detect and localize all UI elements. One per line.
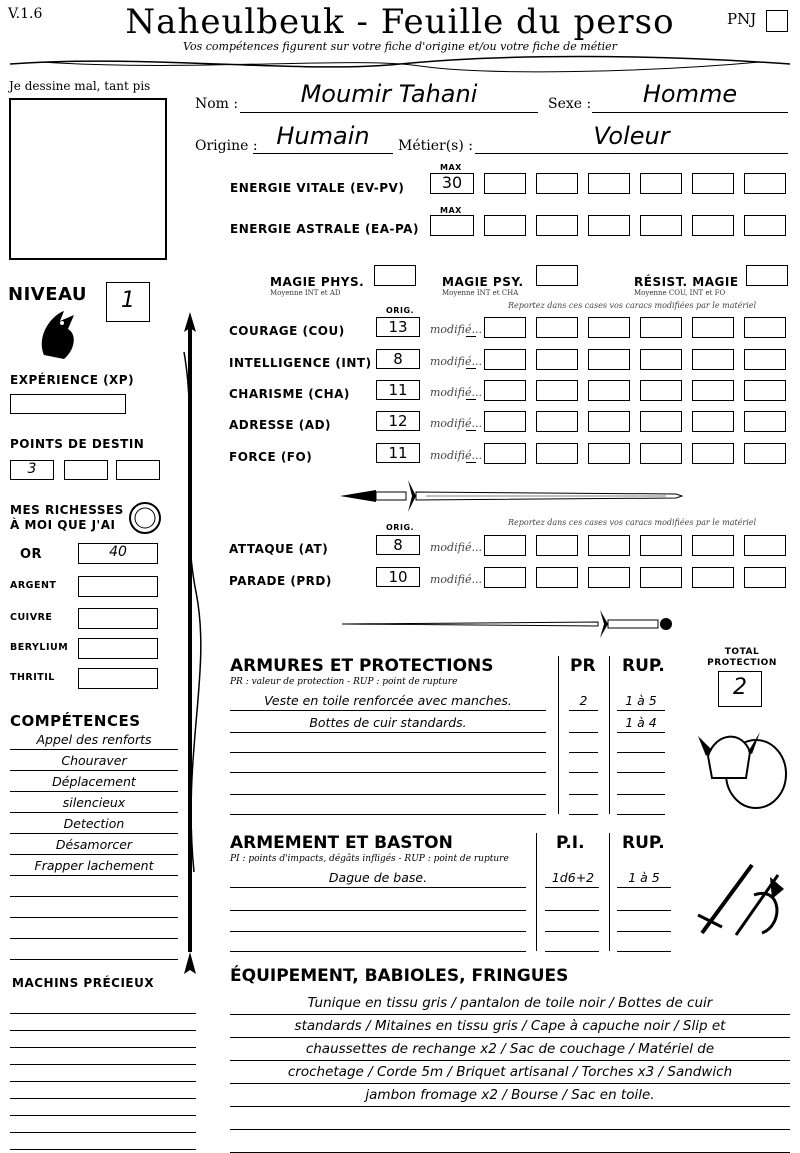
metier-label: Métier(s) : — [398, 138, 473, 154]
equipment-line[interactable] — [230, 1083, 790, 1084]
stat-mod-box[interactable] — [536, 317, 578, 338]
armor-name-line[interactable] — [230, 732, 546, 733]
stat-mod-box[interactable] — [640, 411, 682, 432]
pnj-checkbox[interactable] — [766, 10, 788, 32]
portrait-caption: Je dessine mal, tant pis — [9, 79, 151, 93]
combat-note: Reportez dans ces cases vos caracs modifiées par le matériel — [508, 518, 757, 527]
total-protection-label-2: PROTECTION — [707, 658, 777, 668]
ea-max-label: MAX — [440, 206, 462, 215]
ea-box[interactable] — [692, 215, 734, 236]
stat-orig-value: 8 — [393, 350, 403, 368]
sheet-title: Naheulbeuk - Feuille du perso — [125, 2, 675, 42]
armor-pr-line[interactable] — [569, 732, 598, 733]
competence-line — [10, 749, 178, 750]
armor-rup-line[interactable] — [617, 772, 665, 773]
stat-mod-box[interactable] — [744, 411, 786, 432]
stat-mod-box[interactable] — [588, 443, 630, 464]
machins-line[interactable] — [10, 1047, 196, 1048]
competence-line — [10, 938, 178, 939]
machins-line[interactable] — [10, 1081, 196, 1082]
competence-line — [10, 959, 178, 960]
machins-line[interactable] — [10, 1098, 196, 1099]
stat-mod-box[interactable] — [640, 317, 682, 338]
competence-item[interactable]: Frapper lachement — [34, 858, 154, 873]
weapon-pi: 1d6+2 — [551, 870, 595, 885]
weapon-rup-line[interactable] — [617, 951, 671, 952]
stat-orig-value: 12 — [388, 412, 408, 430]
armor-pr: 2 — [579, 693, 588, 708]
combat-mod-box[interactable] — [484, 567, 526, 588]
competence-line — [10, 833, 178, 834]
ev-box[interactable] — [692, 173, 734, 194]
ea-box[interactable] — [744, 215, 786, 236]
weapon-name: Dague de base. — [328, 870, 428, 885]
stat-modifie-line — [466, 368, 476, 369]
combat-mod-box[interactable] — [692, 567, 734, 588]
stat-orig-value: 11 — [388, 444, 408, 462]
magie-psy-note: Moyenne INT et CHA — [442, 289, 519, 297]
magie-phys-box[interactable] — [374, 265, 416, 286]
armor-name-line[interactable] — [230, 752, 546, 753]
stat-label: COURAGE (COU) — [229, 324, 345, 338]
sheet-subtitle: Vos compétences figurent sur votre fiche d'origine et/ou votre fiche de métier — [183, 40, 617, 53]
xp-box[interactable] — [10, 394, 126, 414]
armor-pr-line[interactable] — [569, 772, 598, 773]
combat-label: PARADE (PRD) — [229, 574, 332, 588]
armor-pr-line[interactable] — [569, 814, 598, 815]
stat-modifie-label: modifié... — [430, 386, 482, 399]
money-label: OR — [20, 547, 43, 562]
ev-box[interactable] — [744, 173, 786, 194]
money-label: CUIVRE — [10, 612, 53, 623]
competence-item[interactable]: Chouraver — [61, 753, 127, 768]
resist-magie-label: RÉSIST. MAGIE — [634, 275, 739, 289]
combat-modifie-label: modifié... — [430, 573, 482, 586]
weapon-name-line[interactable] — [230, 951, 526, 952]
ev-box[interactable] — [536, 173, 578, 194]
magie-phys-note: Moyenne INT et AD — [270, 289, 341, 297]
competence-item[interactable]: Désamorcer — [55, 837, 133, 852]
ev-box[interactable] — [640, 173, 682, 194]
sword-icon — [338, 606, 688, 642]
machins-line[interactable] — [10, 1030, 196, 1031]
stat-modifie-label: modifié... — [430, 323, 482, 336]
weapon-rup-line[interactable] — [617, 931, 671, 932]
competence-line — [10, 875, 178, 876]
stat-label: FORCE (FO) — [229, 450, 313, 464]
equipment-item: jambon fromage x2 / Bourse / Sac en toile. — [365, 1087, 655, 1103]
stat-mod-box[interactable] — [484, 349, 526, 370]
equipment-item: Tunique en tissu gris / pantalon de toile noir / Bottes de cuir — [307, 995, 713, 1011]
stat-mod-box[interactable] — [692, 349, 734, 370]
weapon-rup: 1 à 5 — [628, 870, 660, 885]
armor-pr-header: PR — [570, 656, 596, 676]
combat-mod-box[interactable] — [588, 567, 630, 588]
armor-name-line[interactable] — [230, 710, 546, 711]
stat-modifie-line — [466, 462, 476, 463]
total-protection-value: 2 — [733, 675, 747, 700]
armor-name-line[interactable] — [230, 794, 546, 795]
stat-label: CHARISME (CHA) — [229, 387, 350, 401]
xp-label: EXPÉRIENCE (XP) — [10, 373, 135, 387]
competence-line — [10, 854, 178, 855]
machins-label: MACHINS PRÉCIEUX — [12, 976, 155, 990]
money-box[interactable] — [78, 638, 158, 659]
resist-magie-box[interactable] — [746, 265, 788, 286]
stat-modifie-line — [466, 336, 476, 337]
armor-rup-line[interactable] — [617, 732, 665, 733]
stat-mod-box[interactable] — [536, 411, 578, 432]
money-box[interactable] — [78, 608, 158, 629]
weapons-note: PI : points d'impacts, dégâts infligés - RUP : point de rupture — [230, 854, 509, 864]
stat-mod-box[interactable] — [692, 380, 734, 401]
equipment-item: standards / Mitaines en tissu gris / Cape à capuche noir / Slip et — [294, 1018, 726, 1034]
ev-max-label: MAX — [440, 163, 462, 172]
richesses-label: MES RICHESSES — [10, 503, 124, 517]
destin-value: 3 — [27, 461, 37, 477]
combat-orig-value: 10 — [388, 568, 408, 586]
weapon-name-line[interactable] — [230, 931, 526, 932]
resist-magie-note: Moyenne COU, INT et FO — [634, 289, 726, 297]
niveau-value: 1 — [121, 288, 135, 313]
staff-icon — [178, 312, 202, 974]
ea-box[interactable] — [588, 215, 630, 236]
competence-line — [10, 896, 178, 897]
competence-item[interactable]: silencieux — [62, 795, 126, 810]
weapon-pi-line[interactable] — [545, 931, 599, 932]
stat-label: INTELLIGENCE (INT) — [229, 356, 372, 370]
combat-mod-box[interactable] — [536, 535, 578, 556]
stats-note: Reportez dans ces cases vos caracs modifiées par le matériel — [508, 301, 757, 310]
stat-mod-box[interactable] — [640, 349, 682, 370]
weapons-pi-header: P.I. — [556, 833, 585, 853]
stat-modifie-line — [466, 430, 476, 431]
weapons-title: ARMEMENT ET BASTON — [230, 833, 453, 853]
armor-title: ARMURES ET PROTECTIONS — [230, 656, 494, 676]
competence-line — [10, 917, 178, 918]
stat-mod-box[interactable] — [692, 411, 734, 432]
armor-rup: 1 à 4 — [625, 715, 657, 730]
stat-modifie-label: modifié... — [430, 355, 482, 368]
richesses-label-2: À MOI QUE J'AI — [10, 518, 116, 532]
combat-mod-box[interactable] — [744, 535, 786, 556]
stat-mod-box[interactable] — [744, 380, 786, 401]
armor-pr-line[interactable] — [569, 752, 598, 753]
competence-line — [10, 812, 178, 813]
ev-box[interactable] — [588, 173, 630, 194]
ornament-vine-icon — [0, 52, 800, 76]
coin-icon — [127, 500, 163, 536]
combat-orig-label: ORIG. — [386, 523, 415, 532]
weapon-pi-line[interactable] — [545, 910, 599, 911]
competence-item[interactable]: Detection — [63, 816, 125, 831]
stat-mod-box[interactable] — [640, 443, 682, 464]
machins-line[interactable] — [10, 1132, 196, 1133]
machins-line[interactable] — [10, 1064, 196, 1065]
weapon-name-line[interactable] — [230, 887, 526, 888]
ea-max-box[interactable] — [430, 215, 474, 236]
stat-label: ADRESSE (AD) — [229, 418, 332, 432]
stat-modifie-line — [466, 399, 476, 400]
equipment-title: ÉQUIPEMENT, BABIOLES, FRINGUES — [230, 966, 569, 986]
total-protection-label: TOTAL — [724, 647, 760, 657]
stat-mod-box[interactable] — [588, 317, 630, 338]
combat-mod-box[interactable] — [640, 535, 682, 556]
origine-field[interactable]: Humain — [276, 122, 370, 150]
armor-note: PR : valeur de protection - RUP : point de rupture — [230, 677, 458, 687]
portrait-box[interactable] — [9, 98, 167, 260]
armor-rup: 1 à 5 — [625, 693, 657, 708]
equipment-item: crochetage / Corde 5m / Briquet artisanal / Torches x3 / Sandwich — [287, 1064, 733, 1080]
magie-phys-label: MAGIE PHYS. — [270, 275, 365, 289]
pnj-label: PNJ — [727, 10, 757, 28]
equipment-item: chaussettes de rechange x2 / Sac de couchage / Matériel de — [305, 1041, 715, 1057]
competences-label: COMPÉTENCES — [10, 712, 141, 730]
machins-line[interactable] — [10, 1149, 196, 1150]
version-label: V.1.6 — [8, 6, 43, 22]
ev-box[interactable] — [484, 173, 526, 194]
nom-label: Nom : — [195, 96, 239, 112]
magie-psy-box[interactable] — [536, 265, 578, 286]
armor-rup-line[interactable] — [617, 794, 665, 795]
money-box[interactable] — [78, 576, 158, 597]
ea-box[interactable] — [536, 215, 578, 236]
stat-modifie-label: modifié... — [430, 417, 482, 430]
stat-mod-box[interactable] — [536, 380, 578, 401]
sword-icon — [336, 478, 686, 514]
competence-item[interactable]: Déplacement — [52, 774, 136, 789]
machins-line[interactable] — [10, 1013, 196, 1014]
combat-mod-box[interactable] — [588, 535, 630, 556]
ev-label: ENERGIE VITALE (EV-PV) — [230, 181, 405, 195]
weapon-name-line[interactable] — [230, 910, 526, 911]
stat-mod-box[interactable] — [692, 317, 734, 338]
equipment-line[interactable] — [230, 1129, 790, 1130]
ea-box[interactable] — [484, 215, 526, 236]
stat-orig-value: 11 — [388, 381, 408, 399]
stat-mod-box[interactable] — [744, 349, 786, 370]
metier-field[interactable]: Voleur — [593, 122, 670, 150]
armor-name-line[interactable] — [230, 814, 546, 815]
combat-mod-box[interactable] — [692, 535, 734, 556]
money-box[interactable] — [78, 668, 158, 689]
ev-max-value: 30 — [441, 173, 463, 192]
equipment-line[interactable] — [230, 1037, 790, 1038]
combat-mod-box[interactable] — [744, 567, 786, 588]
armor-name: Bottes de cuir standards. — [309, 715, 467, 730]
money-label: THRITIL — [10, 672, 55, 683]
stat-mod-box[interactable] — [692, 443, 734, 464]
stat-mod-box[interactable] — [536, 443, 578, 464]
stat-mod-box[interactable] — [744, 317, 786, 338]
stat-mod-box[interactable] — [484, 411, 526, 432]
armor-name: Veste en toile renforcée avec manches. — [264, 693, 512, 708]
ea-label: ENERGIE ASTRALE (EA-PA) — [230, 222, 419, 236]
stat-orig-value: 13 — [388, 318, 408, 336]
origine-label: Origine : — [195, 138, 258, 154]
weapon-rup-line[interactable] — [617, 887, 671, 888]
combat-mod-box[interactable] — [484, 535, 526, 556]
combat-mod-box[interactable] — [640, 567, 682, 588]
competence-line — [10, 791, 178, 792]
money-label: ARGENT — [10, 580, 57, 591]
weapon-rup-line[interactable] — [617, 910, 671, 911]
helmet-shield-icon — [696, 722, 790, 812]
dragon-icon — [34, 305, 80, 363]
competence-line — [10, 770, 178, 771]
magie-psy-label: MAGIE PSY. — [442, 275, 524, 289]
armor-rup-header: RUP. — [622, 656, 665, 676]
stat-mod-box[interactable] — [484, 317, 526, 338]
stats-orig-label: ORIG. — [386, 306, 415, 315]
armor-pr-line[interactable] — [569, 710, 598, 711]
stat-mod-box[interactable] — [588, 349, 630, 370]
competence-item[interactable]: Appel des renforts — [36, 732, 152, 747]
stat-mod-box[interactable] — [484, 380, 526, 401]
armor-rup-line[interactable] — [617, 814, 665, 815]
combat-modifie-label: modifié... — [430, 541, 482, 554]
destin-box[interactable] — [64, 460, 108, 480]
destin-box[interactable] — [116, 460, 160, 480]
stat-mod-box[interactable] — [536, 349, 578, 370]
combat-mod-box[interactable] — [536, 567, 578, 588]
sexe-label: Sexe : — [548, 96, 592, 112]
stat-mod-box[interactable] — [640, 380, 682, 401]
armor-name-line[interactable] — [230, 772, 546, 773]
combat-orig-value: 8 — [393, 536, 403, 554]
equipment-line[interactable] — [230, 1014, 790, 1015]
weapons-icon — [692, 855, 788, 939]
money-value: 40 — [109, 544, 127, 560]
armor-rup-line[interactable] — [617, 752, 665, 753]
machins-line[interactable] — [10, 1115, 196, 1116]
combat-label: ATTAQUE (AT) — [229, 542, 329, 556]
niveau-label: NIVEAU — [8, 284, 87, 305]
equipment-line[interactable] — [230, 1060, 790, 1061]
stat-mod-box[interactable] — [588, 411, 630, 432]
stat-modifie-label: modifié... — [430, 449, 482, 462]
stat-mod-box[interactable] — [588, 380, 630, 401]
weapon-pi-line[interactable] — [545, 951, 599, 952]
sexe-field[interactable]: Homme — [642, 80, 738, 108]
destin-label: POINTS DE DESTIN — [10, 437, 145, 451]
nom-field[interactable]: Moumir Tahani — [300, 80, 478, 108]
stat-mod-box[interactable] — [744, 443, 786, 464]
armor-rup-line[interactable] — [617, 710, 665, 711]
equipment-line[interactable] — [230, 1106, 790, 1107]
stat-mod-box[interactable] — [484, 443, 526, 464]
ea-box[interactable] — [640, 215, 682, 236]
armor-pr-line[interactable] — [569, 794, 598, 795]
weapon-pi-line[interactable] — [545, 887, 599, 888]
weapons-rup-header: RUP. — [622, 833, 665, 853]
money-label: BERYLIUM — [10, 642, 69, 653]
